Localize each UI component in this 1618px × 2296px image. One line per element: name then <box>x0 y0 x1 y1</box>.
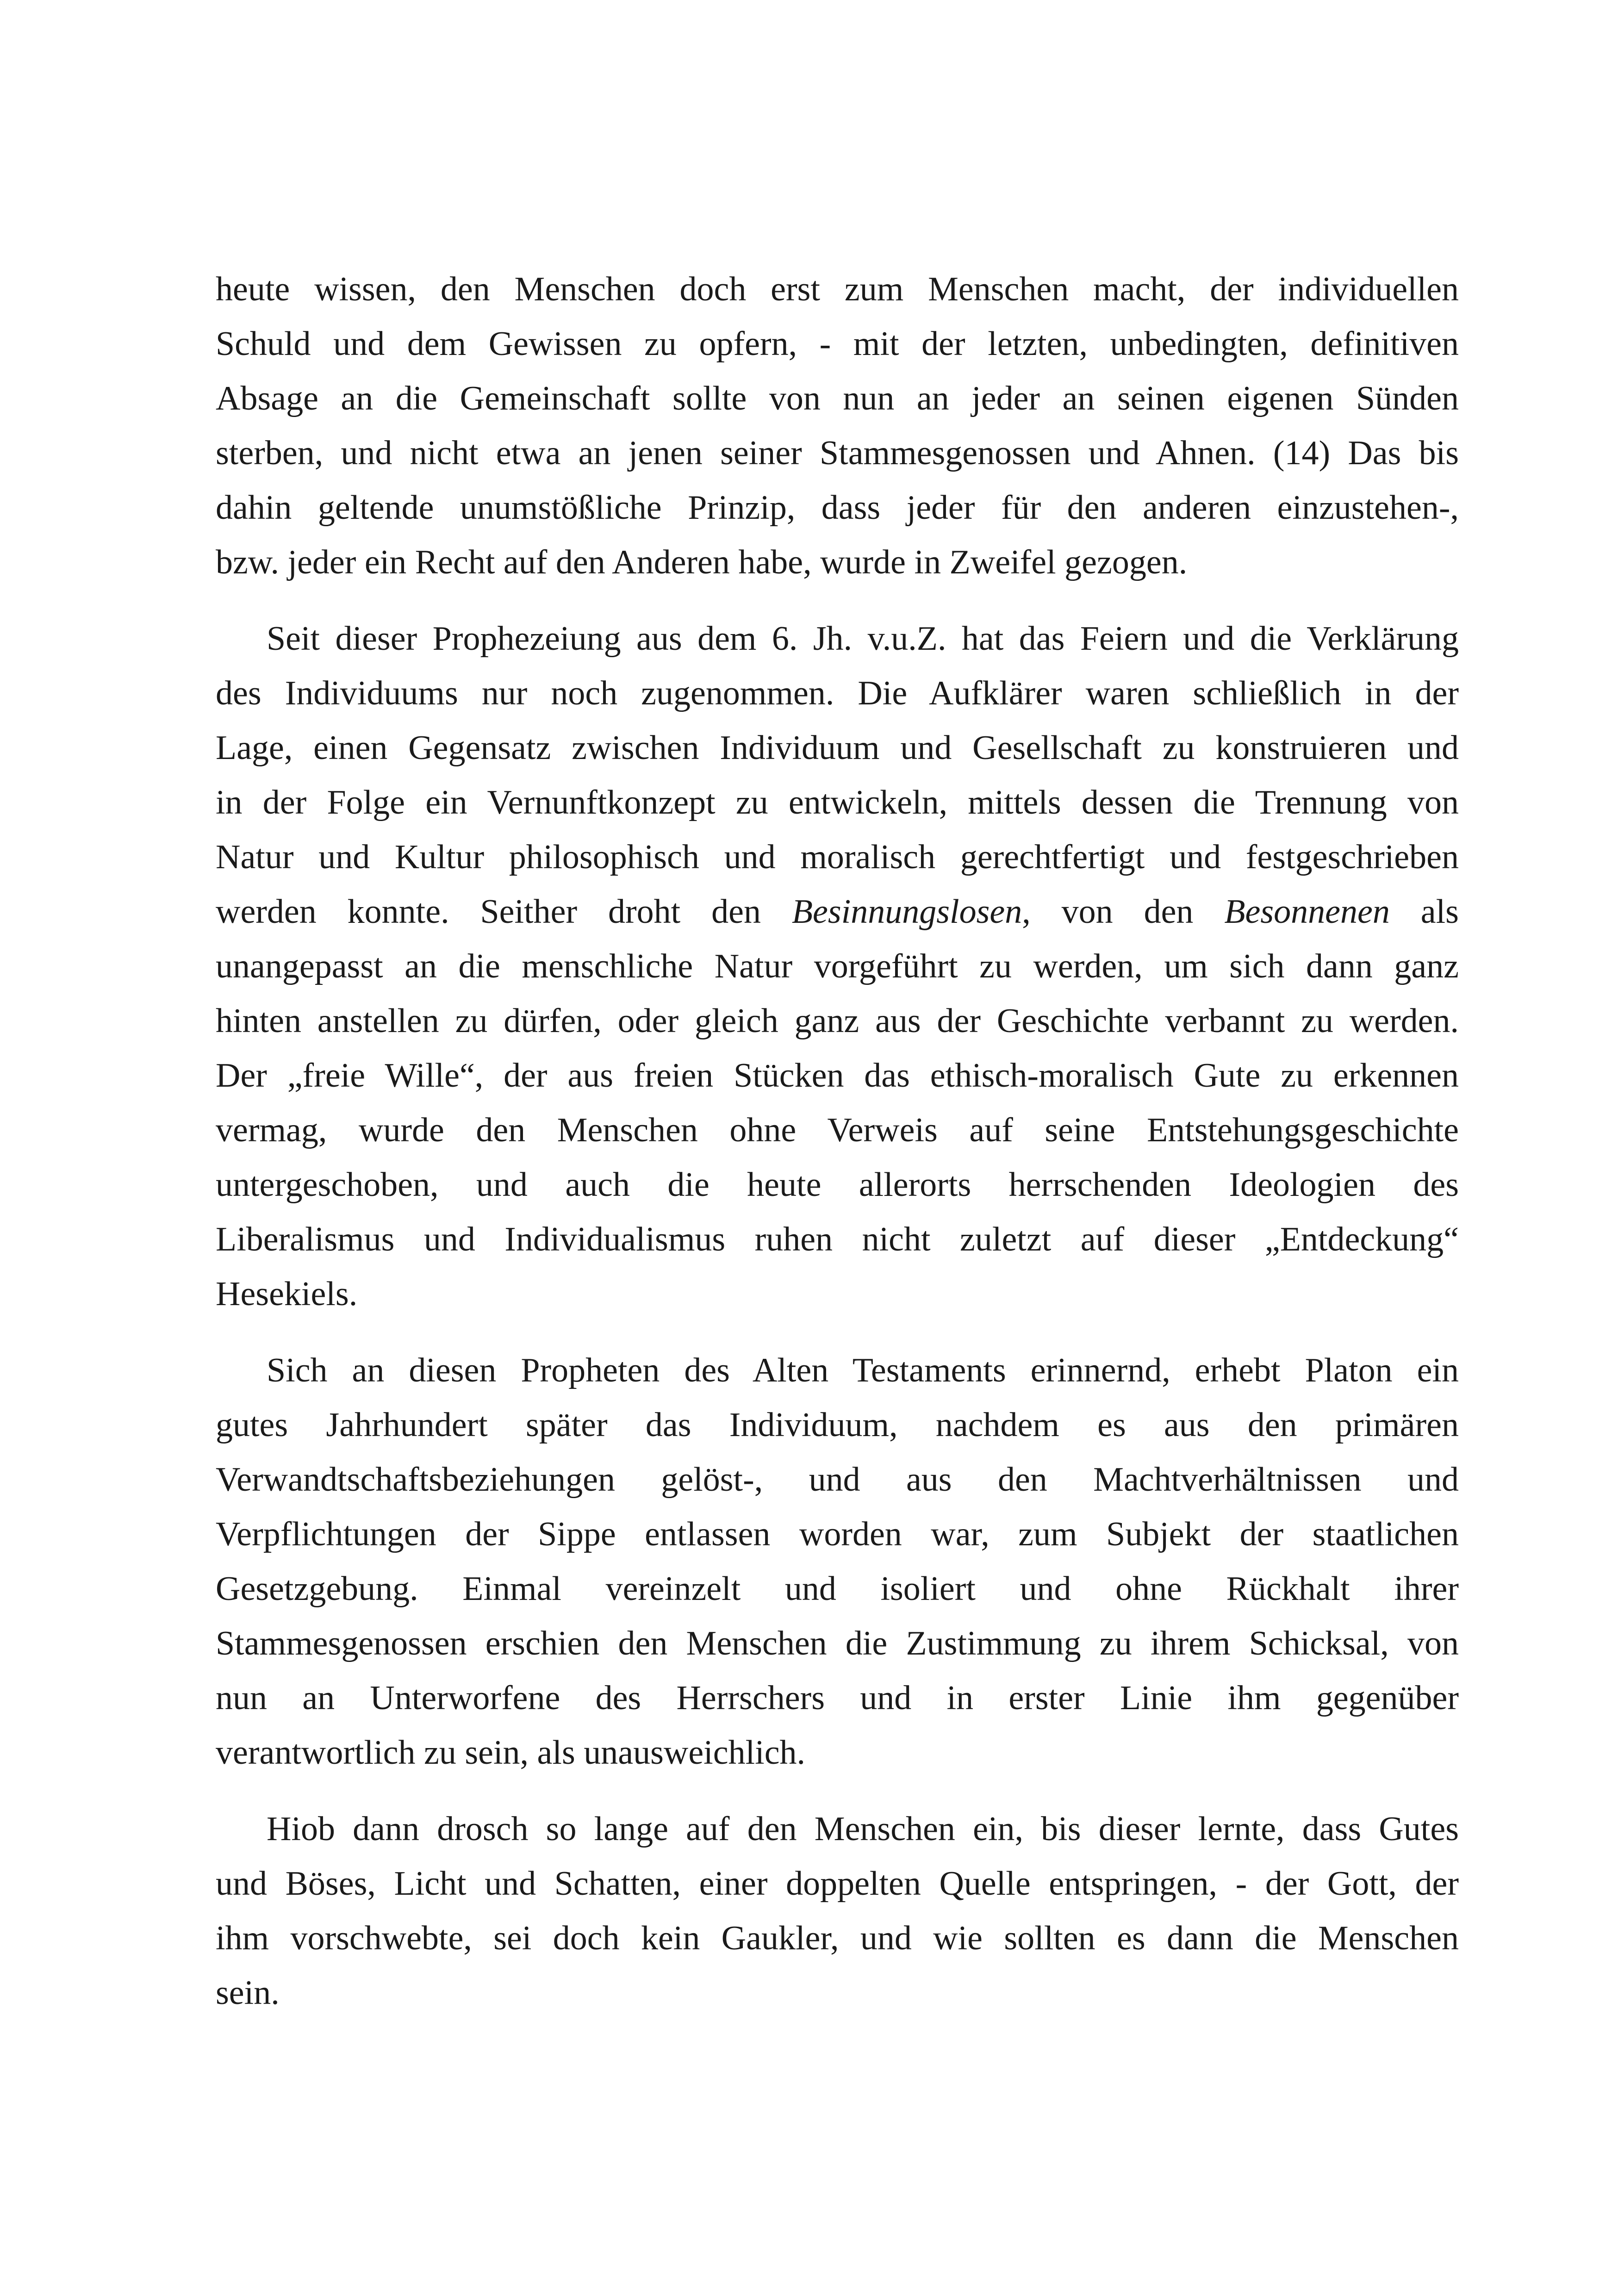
text-line: vermag, wurde den Menschen ohne Verweis auf seine Entstehungsgeschichte <box>216 1111 1459 1149</box>
text-line: heute wissen, den Menschen doch erst zum Menschen macht, der individuellen <box>216 270 1459 308</box>
text-line: unangepasst an die menschliche Natur vorgeführt zu werden, um sich dann ganz <box>216 947 1459 985</box>
italic-term-besinnungslosen: Besinnungslosen <box>791 893 1022 931</box>
text-line: Stammesgenossen erschien den Menschen die Zustimmung zu ihrem Schicksal, von <box>216 1624 1459 1662</box>
text-line: gutes Jahrhundert später das Individuum, nachdem es aus den primären <box>216 1406 1459 1444</box>
italic-term-besonnenen: Besonnenen <box>1224 893 1390 931</box>
text-line: Verpflichtungen der Sippe entlassen worden war, zum Subjekt der staatlichen <box>216 1515 1459 1553</box>
paragraph-1 <box>216 262 1459 590</box>
text-line: bzw. jeder ein Recht auf den Anderen habe, wurde in Zweifel gezogen. <box>216 543 1188 581</box>
paragraph-4 <box>216 1802 1459 2020</box>
text-line: ihm vorschwebte, sei doch kein Gaukler, und wie sollten es dann die Menschen <box>216 1919 1459 1957</box>
text-segment: als <box>1389 893 1459 931</box>
text-line: verantwortlich zu sein, als unausweichlich. <box>216 1734 806 1772</box>
text-line: Der „freie Wille“, der aus freien Stücken das ethisch-moralisch Gute zu erkennen <box>216 1057 1459 1095</box>
text-line: Hesekiels. <box>216 1275 358 1313</box>
text-line: in der Folge ein Vernunftkonzept zu entwickeln, mittels dessen die Trennung von <box>216 784 1459 821</box>
text-line: Liberalismus und Individualismus ruhen nicht zuletzt auf dieser „Entdeckung“ <box>216 1220 1459 1258</box>
text-line: Verwandtschaftsbeziehungen gelöst-, und aus den Machtverhältnissen und <box>216 1461 1459 1499</box>
text-line: sein. <box>216 1974 280 2012</box>
paragraph-3 <box>216 1343 1459 1780</box>
text-line: Lage, einen Gegensatz zwischen Individuum und Gesellschaft zu konstruieren und <box>216 729 1459 767</box>
text-segment: werden konnte. Seither droht den <box>216 893 792 931</box>
text-line: des Individuums nur noch zugenommen. Die Aufklärer waren schließlich in der <box>216 674 1459 712</box>
text-line: nun an Unterworfene des Herrschers und in erster Linie ihm gegenüber <box>216 1679 1459 1717</box>
text-line: Schuld und dem Gewissen zu opfern, - mit der letzten, unbedingten, definitiven <box>216 325 1459 363</box>
text-line: Natur und Kultur philosophisch und moralisch gerechtfertigt und festgeschrieben <box>216 838 1459 876</box>
text-line: Hiob dann drosch so lange auf den Menschen ein, bis dieser lernte, dass Gutes <box>267 1810 1459 1848</box>
text-line: dahin geltende unumstößliche Prinzip, dass jeder für den anderen einzustehen-, <box>216 489 1459 527</box>
text-line <box>216 884 1459 939</box>
text-line: Gesetzgebung. Einmal vereinzelt und isoliert und ohne Rückhalt ihrer <box>216 1570 1459 1608</box>
text-line: Seit dieser Prophezeiung aus dem 6. Jh. v.u.Z. hat das Feiern und die Verklärung <box>267 620 1459 658</box>
text-line: sterben, und nicht etwa an jenen seiner Stammesgenossen und Ahnen. (14) Das bis <box>216 434 1459 472</box>
text-segment: , von den <box>1022 893 1225 931</box>
text-line: Absage an die Gemeinschaft sollte von nun an jeder an seinen eigenen Sünden <box>216 380 1459 417</box>
paragraph-2 <box>216 611 1459 1321</box>
text-line: Sich an diesen Propheten des Alten Testaments erinnernd, erhebt Platon ein <box>267 1351 1459 1389</box>
text-line: untergeschoben, und auch die heute allerorts herrschenden Ideologien des <box>216 1166 1459 1204</box>
text-line: und Böses, Licht und Schatten, einer doppelten Quelle entspringen, - der Gott, der <box>216 1865 1459 1903</box>
text-line: hinten anstellen zu dürfen, oder gleich ganz aus der Geschichte verbannt zu werden. <box>216 1002 1459 1040</box>
document-page <box>216 262 1459 2042</box>
